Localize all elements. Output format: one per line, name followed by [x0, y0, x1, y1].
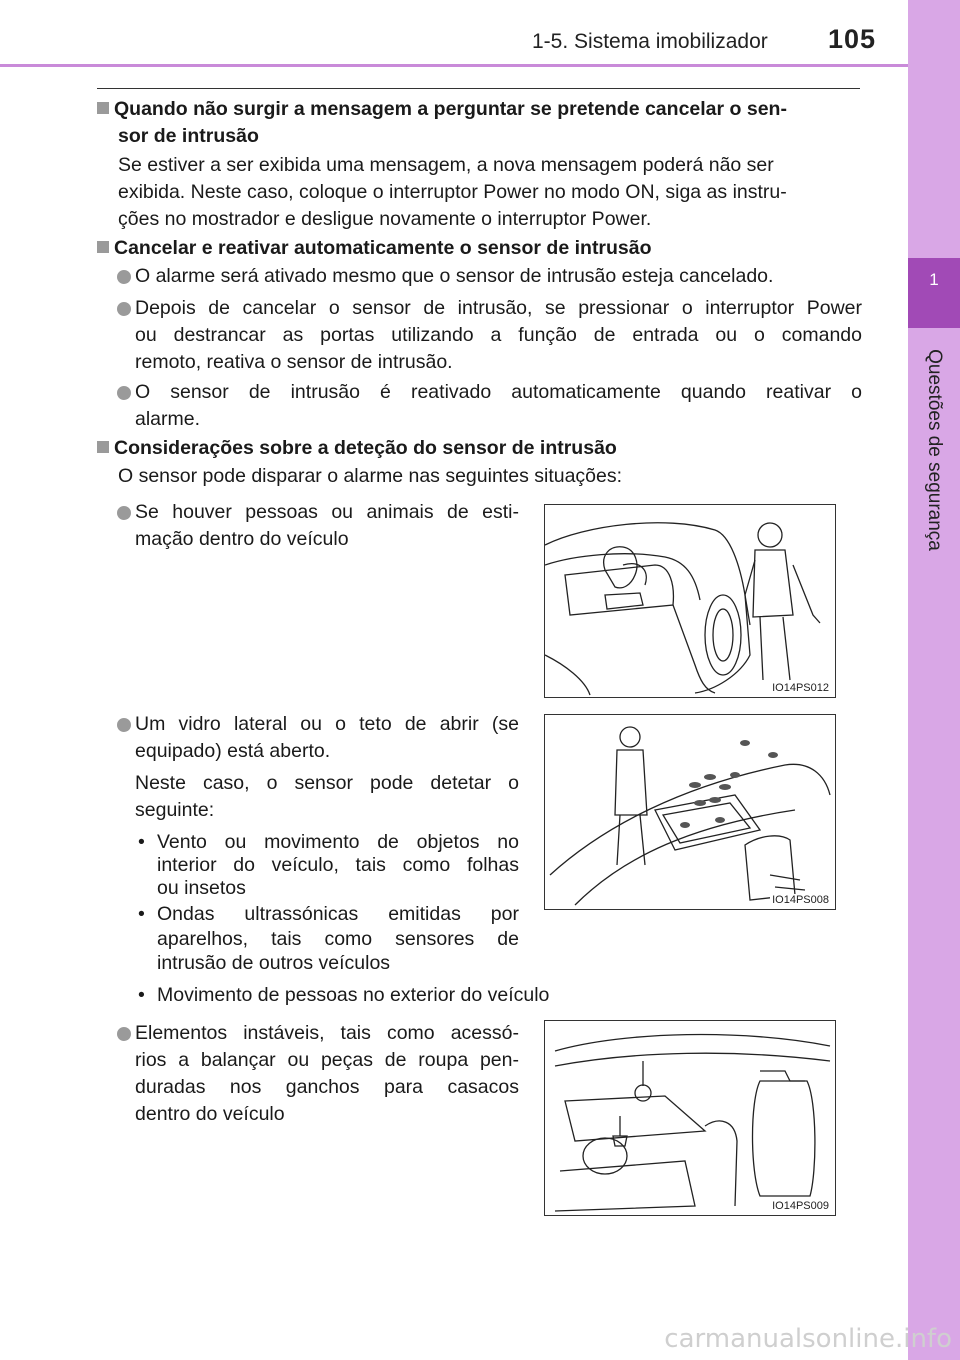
- bullet-icon: [117, 270, 131, 284]
- header-divider: [0, 64, 908, 67]
- watermark: carmanualsonline.info: [664, 1324, 952, 1354]
- s2-bullet2-line1: Depois de cancelar o sensor de intrusão, se pressionar o interruptor Power: [135, 297, 862, 319]
- bullet-icon: [117, 506, 131, 520]
- s3-dot1-line3: ou insetos: [157, 877, 246, 899]
- figure-code: IO14PS009: [772, 1200, 829, 1212]
- s2-bullet2-line2: ou destrancar as portas utilizando a função de entrada ou o comando: [135, 324, 862, 346]
- s1-title-line1: Quando não surgir a mensagem a perguntar se pretende cancelar o sen-: [97, 96, 862, 123]
- s3-intro: O sensor pode disparar o alarme nas seguintes situações:: [118, 465, 623, 487]
- s3-bullet1-line2: mação dentro do veículo: [135, 528, 349, 550]
- s3-dot3: Movimento de pessoas no exterior do veículo: [157, 984, 550, 1006]
- bullet-icon: [117, 302, 131, 316]
- figure-open-sunroof: [544, 714, 836, 910]
- bullet-icon: [117, 386, 131, 400]
- s3-title: Considerações sobre a deteção do sensor de intrusão: [97, 435, 617, 462]
- chapter-label: Questões de segurança: [924, 349, 945, 551]
- bullet-icon: [117, 718, 131, 732]
- s2-bullet3-line2: alarme.: [135, 408, 201, 430]
- s3-dot1-line1: Vento ou movimento de objetos no: [157, 831, 519, 853]
- s2-bullet3-line1: O sensor de intrusão é reativado automaticamente quando reativar o: [135, 381, 862, 403]
- section-title: 1-5. Sistema imobilizador: [532, 30, 768, 53]
- figure-code: IO14PS012: [772, 682, 829, 694]
- bullet-icon: [117, 1027, 131, 1041]
- figure-car-interior: [544, 1020, 836, 1216]
- s1-body-line2: exibida. Neste caso, coloque o interruptor Power no modo ON, siga as instru-: [118, 181, 787, 203]
- chapter-number-tab: 1: [908, 258, 960, 328]
- open-sunroof-illustration: [545, 715, 835, 909]
- s1-body-line3: ções no mostrador e desligue novamente o interruptor Power.: [118, 208, 652, 230]
- s3-bullet3-line1: Elementos instáveis, tais como acessó-: [135, 1022, 519, 1044]
- figure-pet-in-car: [544, 504, 836, 698]
- figure-code: IO14PS008: [772, 894, 829, 906]
- dot-marker: •: [138, 903, 145, 925]
- s3-dot2-line1: Ondas ultrassónicas emitidas por: [157, 903, 519, 925]
- s3-bullet1-line1: Se houver pessoas ou animais de esti-: [135, 501, 519, 523]
- page-number: 105: [828, 24, 877, 54]
- s3-dot2-line3: intrusão de outros veículos: [157, 952, 391, 974]
- s3-bullet3-line4: dentro do veículo: [135, 1103, 285, 1125]
- dot-marker: •: [138, 831, 145, 853]
- s3-bullet2-line2: equipado) está aberto.: [135, 740, 331, 762]
- s3-dot2-line2: aparelhos, tais como sensores de: [157, 928, 519, 950]
- s3-dot1-line2: interior do veículo, tais como folhas: [157, 854, 519, 876]
- s3-bullet2-sub-line1: Neste caso, o sensor pode detetar o: [135, 772, 519, 794]
- s3-bullet2-line1: Um vidro lateral ou o teto de abrir (se: [135, 713, 519, 735]
- chapter-sidebar: [908, 0, 960, 1360]
- car-interior-illustration: [545, 1021, 835, 1215]
- pet-in-car-illustration: [545, 505, 835, 697]
- dot-marker: •: [138, 984, 145, 1006]
- s1-body-line1: Se estiver a ser exibida uma mensagem, a nova mensagem poderá não ser: [118, 154, 774, 176]
- s2-title: Cancelar e reativar automaticamente o sensor de intrusão: [97, 235, 652, 262]
- s1-title-line2: sor de intrusão: [118, 125, 259, 147]
- s3-bullet3-line2: rios a balançar ou peças de roupa pen-: [135, 1049, 519, 1071]
- s3-bullet2-sub-line2: seguinte:: [135, 799, 215, 821]
- content-top-rule: [97, 88, 860, 89]
- s3-bullet3-line3: duradas nos ganchos para casacos: [135, 1076, 519, 1098]
- s2-bullet2-line3: remoto, reativa o sensor de intrusão.: [135, 351, 453, 373]
- s2-bullet1: O alarme será ativado mesmo que o sensor de intrusão esteja cancelado.: [135, 265, 774, 287]
